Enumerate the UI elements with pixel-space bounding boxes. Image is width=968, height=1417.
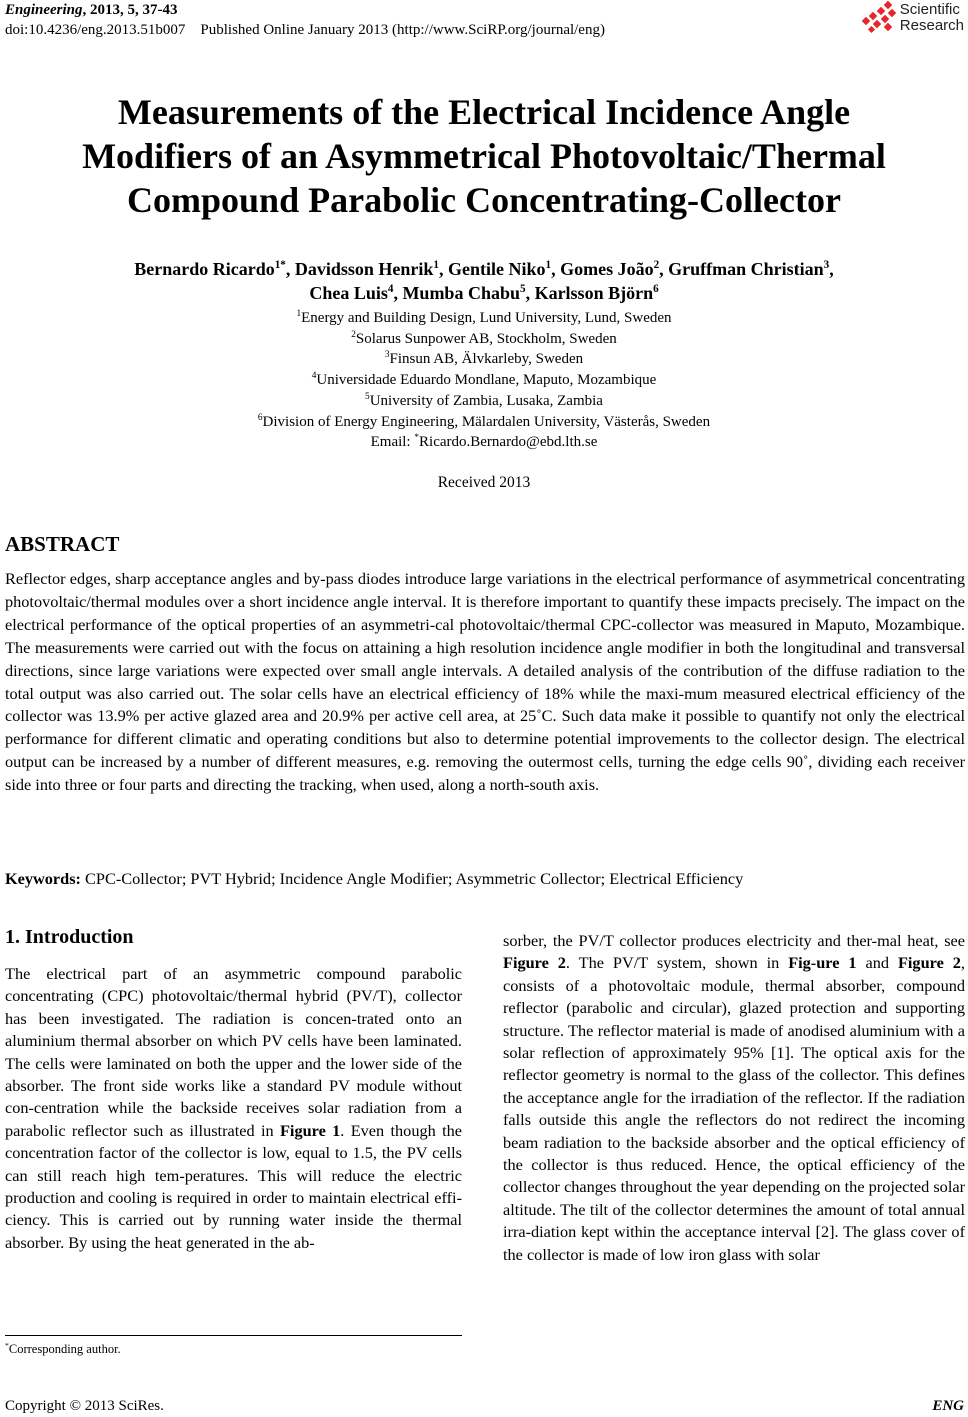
email-line [0,432,968,453]
email-label: Email: [370,434,415,451]
author-affiliation-mark: 1* [274,259,286,271]
affiliation [0,412,968,433]
author-affiliation-mark: 1 [545,259,552,271]
figure-reference[interactable]: Figure 1 [279,1120,341,1140]
author-list [0,257,968,305]
body-text: , consists of a photovoltaic module, thermal absorber, compound reflector (parabolic and circular), glazed protection and supporting structure. The reflector material is made of anodised aluminium with a solar reflection of approximately 95% [1]. The optical axis for the reflector geometry is normal to the glass of the collector. This defines the acceptance angle for the irradiation of the reflector. If the radiation falls outside this angle the reflectors do not redirect the incoming beam radiation to the backside absorber and the optical efficiency of the collector is thus reduced. Hence, the optical efficiency of the collector changes throughout the year depending on the projected solar altitude. The tilt of the collector determines the amount of total annual irra-diation kept within the acceptance interval [2]. The glass cover of the collector is made of low iron glass with solar [503,953,965,1264]
author-affiliation-mark: 3 [823,259,830,271]
author-name: , Gentile Niko [439,259,546,279]
received-date: Received 2013 [437,474,531,491]
body-text: . The PV/T system, shown in [565,953,789,973]
affiliation-text: Energy and Building Design, Lund University, Lund, Sweden [301,310,672,326]
keywords-text: CPC-Collector; PVT Hybrid; Incidence Angle Modifier; Asymmetric Collector; Electrical Efficiency [80,869,744,888]
abstract-heading: ABSTRACT [5,532,120,556]
affiliation-mark: 2 [351,329,356,340]
email-address[interactable]: Ricardo.Bernardo@ebd.lth.se [419,434,598,451]
figure-reference[interactable]: Figure 2 [897,953,961,973]
paper-title [0,90,968,222]
author-name: , [829,259,834,279]
author-name: , Karlsson Björn [525,283,654,303]
logo-diamonds-icon [861,1,897,35]
left-column-text [5,963,462,1254]
author-affiliation-mark: 6 [653,283,659,295]
footnote [5,1342,121,1357]
affiliation-text: Solarus Sunpower AB, Stockholm, Sweden [355,330,617,347]
figure-reference[interactable]: Figure 2 [503,953,566,973]
affiliation-text: Division of Energy Engineering, Mälardalen University, Västerås, Sweden [262,413,711,430]
keywords-label: Keywords: [5,869,81,888]
doi-line: doi:10.4236/eng.2013.51b007 Published Online January 2013 (http://www.SciRP.org/journal/eng) [5,22,605,38]
citation: , 2013, 5, 37-43 [82,2,178,18]
author-name: , Gomes João [551,259,654,279]
affiliation [0,370,968,391]
body-text: . Even though the concentration factor of the collector is low, equal to 1.5, the PV cells can still reach high tem-peratures. This will reduce the electric production and cooling is required in order to maintain electrical effi-ciency. This is carried out by running water inside the thermal absorber. By using the heat generated in the ab- [5,1120,462,1252]
footnote-divider [5,1335,462,1336]
affiliation [0,391,968,412]
right-column-text [503,930,965,1266]
author-name: Bernardo Ricardo [134,259,275,279]
affiliation-mark: 3 [384,350,390,361]
title-line: Measurements of the Electrical Incidence Angle [117,92,851,132]
publisher-logo [861,1,964,35]
section-heading-introduction: 1. Introduction [5,926,134,948]
copyright: Copyright © 2013 SciRes. [5,1398,164,1414]
title-line: Modifiers of an Asymmetrical Photovoltaic/Thermal [82,136,886,176]
logo-text-2: Research [899,17,964,34]
affiliation-text: Universidade Eduardo Mondlane, Maputo, Mozambique [316,372,657,389]
footnote-mark: * [5,1340,9,1350]
author-name: , Gruffman Christian [659,259,824,279]
affiliation-mark: 6 [257,412,263,423]
affiliation-mark: 4 [311,371,317,382]
journal-name: Engineering [5,2,83,18]
affiliation-mark: 1 [296,309,302,319]
body-text: sorber, the PV/T collector produces electricity and ther-mal heat, see [503,931,965,950]
journal-abbreviation: ENG [932,1398,964,1414]
affiliation-text: Finsun AB, Älvkarleby, Sweden [389,351,584,368]
affiliation [0,349,968,370]
author-affiliation-mark: 1 [433,259,439,271]
email-mark: * [414,433,420,444]
author-name: , Mumba Chabu [393,283,520,303]
affiliations [0,308,968,453]
authors-line-2 [0,281,968,305]
footnote-text: Corresponding author. [8,1342,121,1356]
author-name: , Davidsson Henrik [285,259,434,279]
affiliation-mark: 5 [365,391,370,402]
abstract-text: Reflector edges, sharp acceptance angles and by-pass diodes introduce large variations in the electrical performance of asymmetrical concentrating photovoltaic/thermal modules over a short incidence angle interval. It is therefore important to quantify these impacts precisely. The impact on the electrical performance of the optical properties of an asymmetri-cal photovoltaic/thermal CPC-collector was measured in Maputo, Mozambique. The measurements were carried out with the focus on attaining a high resolution incidence angle modifier in both the longitudinal and transversal directions, since large variations were expected over small angle intervals. A detailed analysis of the contribution of the diffuse radiation to the total output was also carried out. The solar cells have an electrical efficiency of 18% while the maxi-mum measured electrical efficiency of the collector was 13.9% per active glazed area and 20.9% per active cell area, at 25˚C. Such data make it possible to quantify not only the electrical performance for different climatic and operating conditions but also to determine potential improvements to the collector design. The electrical output can be increased by a number of different measures, e.g. removing the outermost cells, turning the edge cells 90˚, dividing each receiver side into three or four parts and directing the tracking, when used, along a north-south axis. [5,569,965,795]
authors-line-1 [0,257,968,281]
author-affiliation-mark: 4 [387,283,394,295]
affiliation [0,308,968,329]
author-affiliation-mark: 2 [653,259,660,271]
author-name: Chea Luis [309,283,388,303]
title-line: Compound Parabolic Concentrating-Collector [127,180,841,220]
author-affiliation-mark: 5 [519,283,526,295]
body-text: The electrical part of an asymmetric compound parabolic concentrating (CPC) photovoltaic/thermal hybrid (PV/T), collector has been investigated. The radiation is concen-trated onto an aluminium thermal absorber on which PV cells have been laminated. The cells were laminated on both the upper and the lower side of the absorber. The front side works like a standard PV module without con-centration while the backside receives solar radiation from a parabolic reflector such as illustrated in [5,964,462,1140]
body-text: and [856,953,898,973]
affiliation-text: University of Zambia, Lusaka, Zambia [369,392,603,409]
logo-text-1: Scientific [899,1,960,18]
affiliation [0,329,968,350]
figure-reference[interactable]: Fig-ure 1 [788,953,857,973]
keywords [5,869,743,889]
journal-citation [5,2,178,19]
